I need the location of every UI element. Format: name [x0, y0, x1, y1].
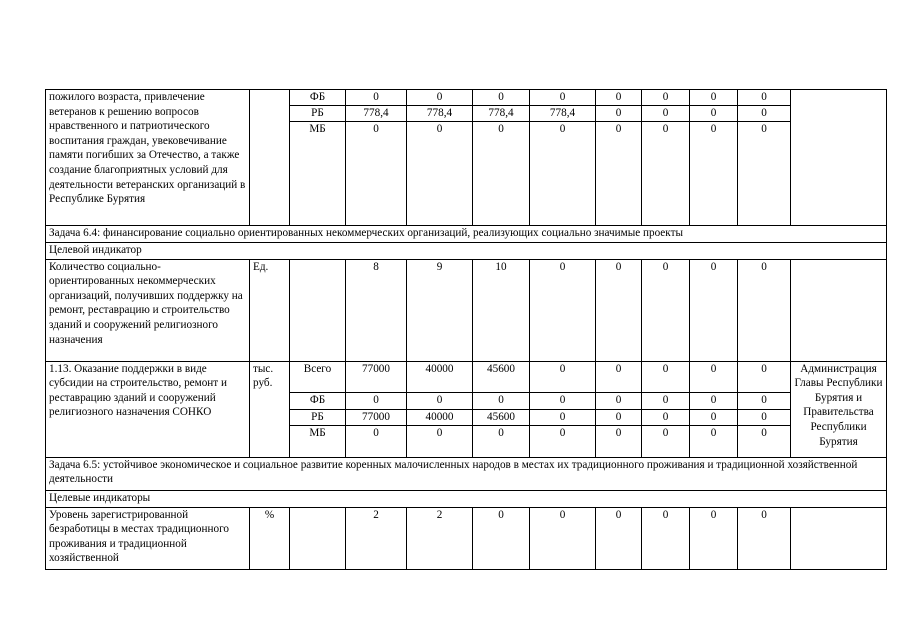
- table-row: [46, 259, 887, 361]
- task-heading: Задача 6.5: устойчивое экономическое и социальное развитие коренных малочисленных народов в местах их традиционного проживания и традиционной хозяйственной деятельности: [46, 457, 887, 490]
- measure-name: 1.13. Оказание поддержки в виде субсидии на строительство, ремонт и реставрацию зданий и сооружений религиозного назначения СОНКО: [46, 361, 250, 457]
- source-cell: РБ: [290, 409, 346, 425]
- value-cell: 0: [642, 121, 690, 225]
- measure-name: пожилого возраста, привлечение ветеранов к решению вопросов нравственного и патриотического воспитания граждан, увековечивание памяти погибших за Отечество, а также создание благоприятных условий для деятельности ветеранских организаций в Республике Бурятия: [46, 90, 250, 226]
- source-cell: МБ: [290, 425, 346, 457]
- value-cell: 0: [473, 392, 530, 409]
- value-cell: 0: [690, 409, 738, 425]
- value-cell: 0: [690, 105, 738, 121]
- table-row: [46, 457, 887, 490]
- task-heading: Задача 6.4: финансирование социально ориентированных некоммерческих организаций, реализующих социально значимые проекты: [46, 225, 887, 242]
- indicator-name: Количество социально-ориентированных некоммерческих организаций, получивших поддержку на ремонт, реставрацию и строительство зданий и сооружений религиозного назначения: [46, 259, 250, 361]
- value-cell: 0: [407, 392, 473, 409]
- value-cell: 0: [596, 409, 642, 425]
- value-cell: 0: [596, 121, 642, 225]
- value-cell: 0: [642, 361, 690, 392]
- source-cell: Всего: [290, 361, 346, 392]
- source-cell: ФБ: [290, 392, 346, 409]
- value-cell: 0: [690, 90, 738, 106]
- source-cell: [290, 507, 346, 569]
- source-cell: ФБ: [290, 90, 346, 106]
- value-cell: 0: [738, 425, 791, 457]
- value-cell: 0: [473, 507, 530, 569]
- value-cell: 0: [642, 425, 690, 457]
- value-cell: 0: [642, 392, 690, 409]
- value-cell: 9: [407, 259, 473, 361]
- table-row: [46, 242, 887, 259]
- responsible-cell: [791, 259, 887, 361]
- value-cell: 0: [642, 90, 690, 106]
- program-table: [45, 89, 887, 570]
- table-row: [46, 361, 887, 392]
- value-cell: 0: [738, 121, 791, 225]
- value-cell: 0: [690, 361, 738, 392]
- unit-cell: [250, 90, 290, 226]
- source-cell: РБ: [290, 105, 346, 121]
- value-cell: 2: [407, 507, 473, 569]
- source-cell: МБ: [290, 121, 346, 225]
- value-cell: 0: [690, 425, 738, 457]
- value-cell: 0: [346, 90, 407, 106]
- value-cell: 45600: [473, 409, 530, 425]
- value-cell: 0: [738, 392, 791, 409]
- value-cell: 0: [642, 409, 690, 425]
- indicator-name: Уровень зарегистрированной безработицы в местах традиционного проживания и традиционной хозяйственной: [46, 507, 250, 569]
- value-cell: 0: [642, 507, 690, 569]
- value-cell: 0: [530, 425, 596, 457]
- value-cell: 0: [530, 409, 596, 425]
- value-cell: 40000: [407, 361, 473, 392]
- unit-cell: тыс. руб.: [250, 361, 290, 457]
- value-cell: 0: [473, 425, 530, 457]
- table-row: [46, 90, 887, 106]
- value-cell: 0: [530, 121, 596, 225]
- value-cell: 778,4: [530, 105, 596, 121]
- value-cell: 0: [690, 392, 738, 409]
- value-cell: 0: [690, 507, 738, 569]
- value-cell: 0: [530, 259, 596, 361]
- value-cell: 77000: [346, 409, 407, 425]
- unit-cell: Ед.: [250, 259, 290, 361]
- value-cell: 0: [738, 361, 791, 392]
- value-cell: 0: [473, 121, 530, 225]
- value-cell: 0: [530, 392, 596, 409]
- value-cell: 0: [346, 392, 407, 409]
- value-cell: 0: [596, 259, 642, 361]
- value-cell: 0: [346, 425, 407, 457]
- value-cell: 0: [346, 121, 407, 225]
- table-row: [46, 225, 887, 242]
- value-cell: 45600: [473, 361, 530, 392]
- source-cell: [290, 259, 346, 361]
- value-cell: 778,4: [346, 105, 407, 121]
- value-cell: 0: [530, 361, 596, 392]
- value-cell: 0: [596, 90, 642, 106]
- value-cell: 0: [738, 409, 791, 425]
- value-cell: 0: [596, 507, 642, 569]
- value-cell: 0: [690, 259, 738, 361]
- responsible-cell: [791, 507, 887, 569]
- value-cell: 40000: [407, 409, 473, 425]
- value-cell: 0: [407, 425, 473, 457]
- value-cell: 0: [738, 259, 791, 361]
- value-cell: 778,4: [407, 105, 473, 121]
- value-cell: 0: [530, 507, 596, 569]
- value-cell: 0: [407, 121, 473, 225]
- value-cell: 0: [642, 105, 690, 121]
- unit-cell: %: [250, 507, 290, 569]
- indicator-heading: Целевые индикаторы: [46, 490, 887, 507]
- value-cell: 0: [738, 90, 791, 106]
- value-cell: 10: [473, 259, 530, 361]
- value-cell: 0: [690, 121, 738, 225]
- value-cell: 0: [530, 90, 596, 106]
- table-row: [46, 490, 887, 507]
- indicator-heading: Целевой индикатор: [46, 242, 887, 259]
- responsible-cell: [791, 90, 887, 226]
- value-cell: 778,4: [473, 105, 530, 121]
- value-cell: 0: [642, 259, 690, 361]
- value-cell: 0: [596, 105, 642, 121]
- value-cell: 0: [596, 392, 642, 409]
- value-cell: 2: [346, 507, 407, 569]
- value-cell: 8: [346, 259, 407, 361]
- value-cell: 0: [473, 90, 530, 106]
- responsible-cell: Администрация Главы Республики Бурятия и Правительства Республики Бурятия: [791, 361, 887, 457]
- value-cell: 0: [596, 425, 642, 457]
- value-cell: 0: [738, 105, 791, 121]
- table-row: [46, 507, 887, 569]
- value-cell: 0: [738, 507, 791, 569]
- value-cell: 0: [596, 361, 642, 392]
- value-cell: 77000: [346, 361, 407, 392]
- value-cell: 0: [407, 90, 473, 106]
